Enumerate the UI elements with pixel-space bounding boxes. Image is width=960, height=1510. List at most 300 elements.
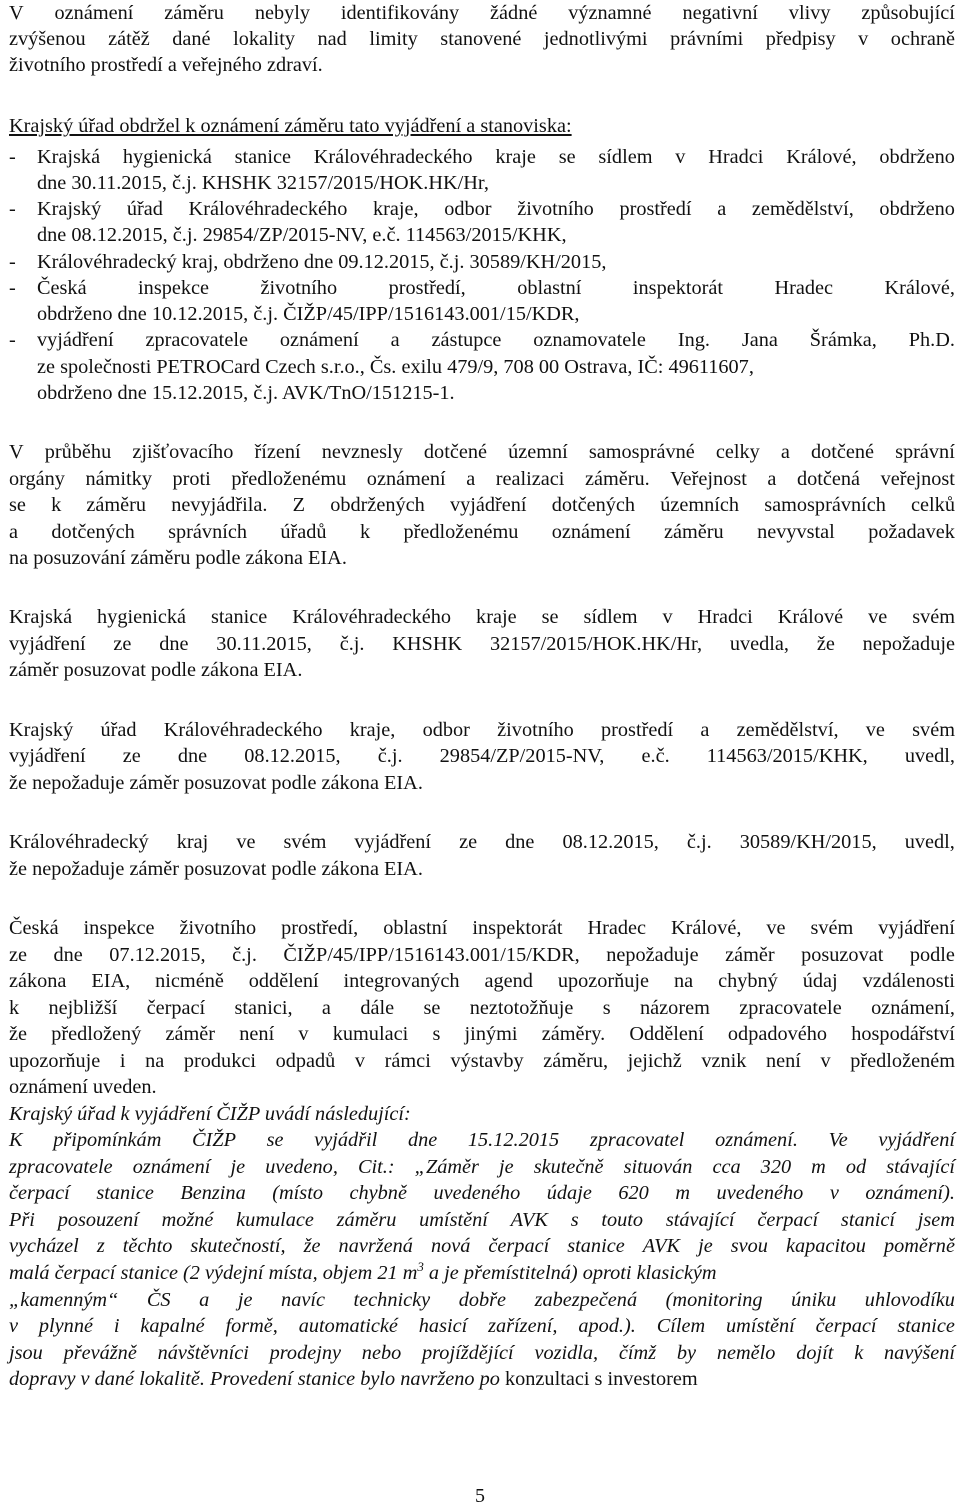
- word: Ve: [828, 1129, 848, 1151]
- word: dobře: [458, 1289, 507, 1311]
- word: právními: [670, 28, 744, 50]
- word: Z: [292, 494, 306, 516]
- word: stanice: [96, 1182, 154, 1204]
- word: 320: [760, 1156, 792, 1178]
- word: svém: [283, 831, 327, 853]
- word: 29854/ZP/2015-NV,: [439, 745, 605, 767]
- word: stanice: [897, 1315, 955, 1337]
- word: lokality: [233, 28, 296, 50]
- paragraph-line: [9, 717, 955, 743]
- word: v: [829, 1182, 839, 1204]
- word: žádné: [490, 2, 538, 24]
- word: stávající: [665, 1209, 735, 1231]
- word: ČIŽP: [192, 1129, 236, 1151]
- mixed-paragraph-line: [9, 1366, 955, 1392]
- word: čerpací: [9, 1182, 70, 1204]
- word: dané: [172, 28, 211, 50]
- list-dash: -: [9, 146, 16, 168]
- word: dne: [407, 1129, 438, 1151]
- paragraph-line: [9, 915, 955, 941]
- word: (monitoring: [665, 1289, 763, 1311]
- word: ČS: [146, 1289, 171, 1311]
- word: hygienická: [97, 606, 187, 628]
- word: 07.12.2015,: [109, 944, 206, 966]
- word: Hradci: [708, 146, 764, 168]
- word: 30.11.2015,: [216, 633, 312, 655]
- word: m: [811, 1156, 826, 1178]
- word: rámci: [384, 1050, 431, 1072]
- word: Hradec: [587, 917, 647, 939]
- text-fragment: a je přemístitelná) oproti klasickým: [423, 1262, 717, 1284]
- word: od: [845, 1156, 867, 1178]
- word: územní: [508, 441, 568, 463]
- word: zpracovatele: [9, 1156, 113, 1178]
- list-item-line: [37, 327, 955, 353]
- word: záměr: [165, 1023, 216, 1045]
- word: a: [466, 468, 476, 490]
- word: stávající: [886, 1156, 955, 1178]
- italic-line: Krajský úřad k vyjádření ČIŽP uvádí následující:: [9, 1103, 411, 1125]
- italic-paragraph-line: [9, 1340, 955, 1366]
- paragraph-line: [9, 604, 955, 630]
- word: na: [674, 970, 694, 992]
- word: Cílem: [656, 1315, 706, 1337]
- text-line: oznámení uveden.: [9, 1076, 157, 1098]
- word: uvedla,: [729, 633, 790, 655]
- word: AVK: [642, 1235, 681, 1257]
- word: dotčené: [810, 441, 875, 463]
- paragraph-line: [9, 631, 955, 657]
- word: čerpací: [757, 1209, 819, 1231]
- word: KHSHK: [392, 633, 463, 655]
- word: záměru: [86, 494, 147, 516]
- word: Králové,: [884, 277, 955, 299]
- word: záměry.: [541, 1023, 606, 1045]
- word: čímž: [618, 1342, 657, 1364]
- word: identifikovány: [340, 2, 460, 24]
- list-item-line: dne 08.12.2015, č.j. 29854/ZP/2015-NV, e.č. 114563/2015/KHK,: [37, 224, 567, 246]
- word: Krajská: [37, 146, 101, 168]
- list-item-line: [37, 144, 955, 170]
- text-fragment: malá čerpací stanice (2 výdejní místa, objem 21 m: [9, 1262, 418, 1284]
- word: je: [237, 1289, 253, 1311]
- word: „kamenným“: [9, 1289, 119, 1311]
- word: prostředí,: [388, 277, 466, 299]
- word: K: [9, 1129, 23, 1151]
- word: 08.12.2015,: [244, 745, 341, 767]
- word: správních: [168, 521, 247, 543]
- word: kraje: [495, 146, 536, 168]
- text-line: že nepožaduje záměr posuzovat podle zákona EIA.: [9, 772, 423, 794]
- paragraph-line: [9, 26, 955, 52]
- word: ze: [459, 831, 478, 853]
- word: ve: [868, 606, 888, 628]
- word: na: [145, 1050, 165, 1072]
- word: skutečně: [533, 1156, 604, 1178]
- word: obdrženo: [879, 198, 955, 220]
- italic-fragment: dopravy v dané lokalitě. Provedení stanice bylo navrženo po: [9, 1368, 500, 1390]
- word: svém: [912, 719, 955, 741]
- word: se: [266, 1129, 284, 1151]
- word: v: [354, 1050, 366, 1072]
- paragraph-line: [9, 942, 955, 968]
- word: Královéhradeckého: [313, 146, 473, 168]
- italic-paragraph-line: [9, 1127, 955, 1153]
- word: zemědělství,: [751, 198, 854, 220]
- word: územních: [660, 494, 740, 516]
- word: Oddělení: [629, 1023, 704, 1045]
- word: (místo: [272, 1182, 323, 1204]
- word: celky: [715, 441, 760, 463]
- word: Krajská: [9, 606, 73, 628]
- word: chybný: [718, 970, 778, 992]
- list-item-line: [37, 196, 955, 222]
- word: situován: [623, 1156, 693, 1178]
- paragraph-line: [9, 968, 955, 994]
- word: že: [9, 1023, 28, 1045]
- word: samosprávních: [764, 494, 886, 516]
- word: neztotožňuje: [469, 997, 574, 1019]
- word: čerpací: [815, 1315, 877, 1337]
- word: oznámení: [551, 521, 631, 543]
- word: záměru,: [543, 1050, 609, 1072]
- word: uvedl,: [904, 831, 955, 853]
- word: v: [9, 1315, 19, 1337]
- text-line: [9, 1260, 717, 1286]
- word: jsou: [9, 1342, 43, 1364]
- word: názorem: [640, 997, 710, 1019]
- word: sídlem: [598, 146, 653, 168]
- word: integrovaných: [343, 970, 460, 992]
- word: jednotlivými: [543, 28, 648, 50]
- italic-paragraph-line: [9, 1260, 955, 1286]
- paragraph-line: [9, 829, 955, 855]
- word: dne: [177, 745, 208, 767]
- word: možné: [161, 1209, 214, 1231]
- word: samosprávné: [588, 441, 695, 463]
- word: č.j.: [377, 745, 403, 767]
- word: oznámení: [132, 1156, 211, 1178]
- word: vyjádření: [449, 494, 527, 516]
- word: návštěvníci: [157, 1342, 249, 1364]
- word: dotčená: [796, 468, 861, 490]
- word: úniku: [791, 1289, 837, 1311]
- text-line: že nepožaduje záměr posuzovat podle zákona EIA.: [9, 858, 423, 880]
- word: zemědělství,: [736, 719, 839, 741]
- word: posuzovat: [801, 944, 884, 966]
- word: Při: [9, 1209, 35, 1231]
- paragraph-line: [9, 0, 955, 26]
- list-dash: -: [9, 251, 16, 273]
- word: Ph.D.: [908, 329, 955, 351]
- text-line: [9, 1366, 698, 1392]
- word: záměru.: [584, 468, 650, 490]
- word: nevyvstal: [757, 521, 835, 543]
- word: je: [230, 1156, 246, 1178]
- list-item-line: Královéhradecký kraj, obdrženo dne 09.12.2015, č.j. 30589/KH/2015,: [37, 251, 607, 273]
- word: předpisy: [765, 28, 836, 50]
- word: stanovené: [440, 28, 522, 50]
- list-dash: -: [9, 329, 16, 351]
- word: hygienická: [122, 146, 212, 168]
- list-item-line: obdrženo dne 15.12.2015, č.j. AVK/TnO/151215-1.: [37, 382, 455, 404]
- word: zástupce: [431, 329, 502, 351]
- word: řízení: [254, 441, 301, 463]
- word: obdrženo: [879, 146, 955, 168]
- word: prostředí: [601, 719, 674, 741]
- word: že: [303, 1235, 321, 1257]
- word: a: [717, 198, 727, 220]
- word: v: [858, 28, 869, 50]
- word: uhlovodíku: [864, 1289, 955, 1311]
- word: kraje,: [349, 719, 396, 741]
- word: kumulaci: [332, 1023, 409, 1045]
- word: předloženému: [403, 521, 519, 543]
- paragraph-line: [9, 439, 955, 465]
- word: a: [390, 329, 400, 351]
- word: Královéhradeckého: [292, 606, 452, 628]
- italic-paragraph-line: [9, 1154, 955, 1180]
- word: zpracovatele: [739, 997, 842, 1019]
- word: dotčené: [423, 441, 487, 463]
- word: kapalné: [140, 1315, 205, 1337]
- word: Ing.: [677, 329, 710, 351]
- word: vyjádření: [37, 329, 114, 351]
- word: automatické: [298, 1315, 398, 1337]
- text-line: záměr posuzovat podle zákona EIA.: [9, 659, 303, 681]
- word: č.j.: [686, 831, 712, 853]
- word: dotčených: [551, 494, 636, 516]
- word: limity: [369, 28, 418, 50]
- word: oznámení: [279, 329, 359, 351]
- word: není: [239, 1023, 275, 1045]
- word: č.j.: [339, 633, 365, 655]
- word: oznamovatele: [533, 329, 646, 351]
- word: projíždějící: [422, 1342, 514, 1364]
- word: jinými: [464, 1023, 518, 1045]
- word: v: [298, 1023, 309, 1045]
- word: technicky: [353, 1289, 431, 1311]
- word: realizaci: [495, 468, 565, 490]
- word: oblastní: [383, 917, 448, 939]
- word: oznámení: [366, 468, 446, 490]
- word: Královéhradeckého: [188, 198, 348, 220]
- italic-paragraph-line: [9, 1233, 955, 1259]
- word: vyjádření: [878, 1129, 955, 1151]
- word: ze: [113, 633, 132, 655]
- word: inspekce: [138, 277, 210, 299]
- word: životního: [517, 198, 594, 220]
- word: Králové: [777, 606, 844, 628]
- word: ČIŽP/45/IPP/1516143.001/15/KDR,: [283, 944, 580, 966]
- word: Královéhradecký: [9, 831, 149, 853]
- word: úřadů: [280, 521, 327, 543]
- word: umístění: [726, 1315, 795, 1337]
- word: chybně: [349, 1182, 407, 1204]
- word: zjišťovacího: [132, 441, 234, 463]
- paragraph-line: [9, 1021, 955, 1047]
- word: upozorňuje: [557, 970, 650, 992]
- word: navržená: [338, 1235, 413, 1257]
- word: nemělo: [716, 1342, 776, 1364]
- word: poměrně: [883, 1235, 955, 1257]
- word: Krajský: [9, 719, 74, 741]
- word: v: [820, 1050, 831, 1072]
- word: vyjádřil: [314, 1129, 378, 1151]
- word: Králové,: [786, 146, 857, 168]
- word: výstavby: [450, 1050, 524, 1072]
- word: EIA,: [91, 970, 131, 992]
- word: nevyjádřila.: [171, 494, 268, 516]
- word: zvýšenou: [9, 28, 86, 50]
- word: je: [698, 1235, 713, 1257]
- word: hospodářství: [851, 1023, 955, 1045]
- italic-paragraph-line: [9, 1287, 955, 1313]
- word: Jana: [741, 329, 778, 351]
- word: odbor: [444, 198, 492, 220]
- word: stanici,: [234, 997, 293, 1019]
- word: předložený: [51, 1023, 142, 1045]
- word: předloženému: [231, 468, 347, 490]
- word: způsobující: [861, 2, 955, 24]
- word: proti: [172, 468, 211, 490]
- word: nad: [317, 28, 347, 50]
- word: i: [113, 1315, 120, 1337]
- word: kumulace: [236, 1209, 314, 1231]
- word: zákona: [9, 970, 67, 992]
- word: apod.).: [578, 1315, 636, 1337]
- word: 620: [618, 1182, 649, 1204]
- paragraph-line: [9, 492, 955, 518]
- word: formě,: [225, 1315, 278, 1337]
- word: m: [675, 1182, 690, 1204]
- word: jejichž: [627, 1050, 682, 1072]
- word: uvedeného: [716, 1182, 804, 1204]
- word: dne: [159, 633, 189, 655]
- word: inspektorát: [472, 917, 563, 939]
- word: ochraně: [890, 28, 955, 50]
- word: agend: [484, 970, 533, 992]
- word: s: [432, 1023, 441, 1045]
- word: touto: [601, 1209, 644, 1231]
- word: požadavek: [868, 521, 955, 543]
- word: č.j.: [232, 944, 257, 966]
- word: inspekce: [83, 917, 155, 939]
- word: oznámení.: [715, 1129, 798, 1151]
- word: veřejnost: [880, 468, 955, 490]
- word: posouzení: [57, 1209, 139, 1231]
- word: k: [51, 494, 62, 516]
- word: dojít: [796, 1342, 834, 1364]
- word: stanice: [211, 606, 268, 628]
- word: nová: [430, 1235, 471, 1257]
- word: e.č.: [641, 745, 670, 767]
- word: svém: [810, 917, 854, 939]
- word: uvedeného: [433, 1182, 521, 1204]
- word: oznámení).: [865, 1182, 955, 1204]
- word: 114563/2015/KHK,: [706, 745, 868, 767]
- word: zpracovatele: [145, 329, 248, 351]
- word: záměru: [336, 1209, 397, 1231]
- italic-paragraph-line: [9, 1180, 955, 1206]
- word: obdržených: [330, 494, 425, 516]
- word: nevznesly: [321, 441, 403, 463]
- word: Krajský: [37, 198, 102, 220]
- word: navýšení: [884, 1342, 955, 1364]
- word: životního: [179, 917, 257, 939]
- italic-paragraph-line: [9, 1207, 955, 1233]
- word: podle: [909, 944, 955, 966]
- word: je: [499, 1156, 514, 1178]
- word: upozorňuje: [9, 1050, 101, 1072]
- paragraph-line: [9, 995, 955, 1021]
- word: AVK: [510, 1209, 548, 1231]
- word: Veřejnost: [670, 468, 747, 490]
- word: životního: [497, 719, 574, 741]
- list-item-line: obdrženo dne 10.12.2015, č.j. ČIŽP/45/IPP/1516143.001/15/KDR,: [37, 303, 580, 325]
- word: Královéhradeckého: [163, 719, 323, 741]
- word: a: [700, 719, 710, 741]
- word: kraj: [176, 831, 209, 853]
- word: z: [96, 1235, 105, 1257]
- word: V: [9, 2, 24, 24]
- word: nebo: [361, 1342, 402, 1364]
- word: produkci: [183, 1050, 256, 1072]
- word: že: [816, 633, 835, 655]
- page-number: 5: [475, 1485, 485, 1507]
- word: dotčených: [51, 521, 135, 543]
- text-line: na posuzování záměru podle zákona EIA.: [9, 547, 347, 569]
- word: zařízení,: [488, 1315, 558, 1337]
- word: nepožaduje: [862, 633, 955, 655]
- word: není: [765, 1050, 801, 1072]
- word: oznámení,: [871, 997, 955, 1019]
- word: nejbližší: [48, 997, 118, 1019]
- word: orgány: [9, 468, 65, 490]
- word: dne: [505, 831, 535, 853]
- word: prostředí: [619, 198, 692, 220]
- word: se: [9, 494, 26, 516]
- word: oblastní: [517, 277, 582, 299]
- word: těchto: [122, 1235, 173, 1257]
- word: se: [541, 606, 559, 628]
- word: s: [570, 1209, 579, 1231]
- word: správní: [895, 441, 955, 463]
- word: vznik: [701, 1050, 747, 1072]
- word: a: [767, 468, 777, 490]
- paragraph-line: [9, 519, 955, 545]
- paragraph-line: [9, 743, 955, 769]
- word: záměru: [664, 521, 724, 543]
- list-item-line: [37, 275, 955, 301]
- word: „Záměr: [414, 1156, 479, 1178]
- word: kraje: [476, 606, 517, 628]
- word: 15.12.2015: [467, 1129, 560, 1151]
- word: ve: [865, 719, 885, 741]
- word: Hradec: [774, 277, 834, 299]
- word: a: [321, 997, 331, 1019]
- superscript: 3: [417, 1259, 424, 1274]
- word: a: [199, 1289, 210, 1311]
- word: s: [602, 997, 611, 1019]
- word: inspektorát: [632, 277, 724, 299]
- word: záměr: [725, 944, 775, 966]
- paragraph-line: [9, 1048, 955, 1074]
- word: Cit.:: [357, 1156, 395, 1178]
- word: dne: [53, 944, 83, 966]
- word: uvedl,: [904, 745, 955, 767]
- word: se: [558, 146, 576, 168]
